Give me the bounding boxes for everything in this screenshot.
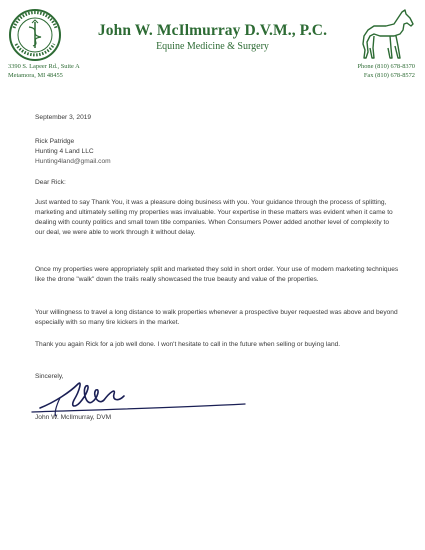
salutation: Dear Rick:	[35, 179, 66, 186]
letterhead-address	[8, 62, 80, 80]
paragraph: Once my properties were appropriately split and marketed they sold in short order. Your use of modern marketing techniques like the drone "walk" down the trails really showcased the true beauty and value of the properties.	[35, 266, 399, 283]
phone-number: Phone (810) 678-8370	[357, 63, 415, 70]
recipient-name: Rick Patridge	[35, 138, 75, 145]
fax-number: Fax (810) 678-8572	[363, 72, 415, 79]
address-line-1: 3390 S. Lapeer Rd., Suite A	[8, 63, 80, 70]
letter-date: September 3, 2019	[35, 114, 92, 121]
letterhead-subtitle: Equine Medicine & Surgery	[156, 41, 269, 52]
letterhead-name: John W. McIlmurray D.V.M., P.C.	[97, 22, 328, 39]
recipient-address	[35, 137, 400, 167]
signer-name: John W. McIlmurray, DVM	[35, 414, 112, 421]
recipient-email: Hunting4land@gmail.com	[35, 158, 111, 165]
signature	[30, 378, 250, 418]
paragraph: Just wanted to say Thank You, it was a pleasure doing business with you. Your guidance through the process of splitting, marketing and ultimately selling my properties was invaluable. Your expertise in these matters was evident when it came to dealing with county politics and small town title companies. When Consumers Power added another level of complexity to our deal, we were able to work through it without delay.	[35, 199, 393, 236]
address-line-2: Metamora, MI 48455	[8, 72, 63, 79]
paragraph: Your willingness to travel a long distance to walk properties whenever a prospective buyer requested was above and beyond especially with so many tire kickers in the market.	[35, 309, 398, 326]
paragraph: Thank you again Rick for a job well done. I won't hesitate to call in the future when selling or buying land.	[35, 341, 341, 348]
recipient-company: Hunting 4 Land LLC	[35, 148, 94, 155]
letterhead-contact	[357, 62, 415, 80]
closing: Sincerely,	[35, 373, 64, 380]
